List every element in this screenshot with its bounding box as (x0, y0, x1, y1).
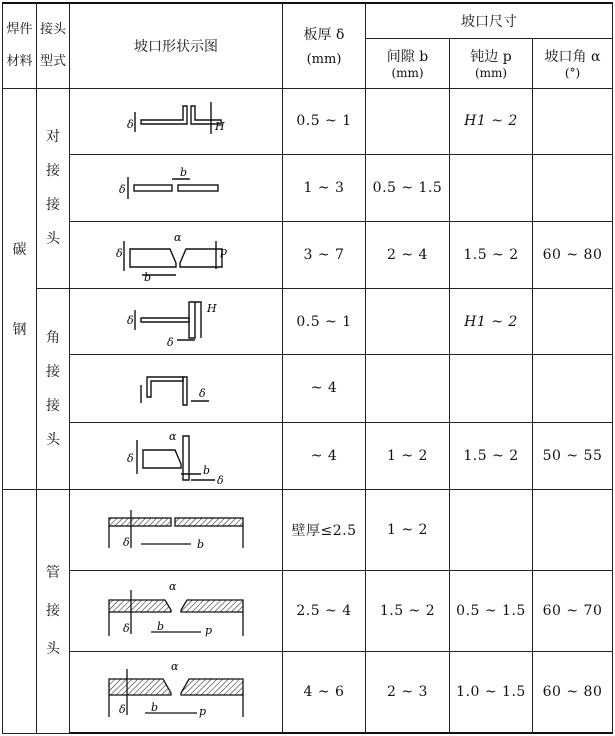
header-gap (366, 38, 450, 88)
root-face-cell: H1 ~ 2 (450, 88, 533, 154)
label-alpha: α (169, 580, 177, 594)
label-b: b (203, 463, 211, 477)
label-alpha: α (171, 660, 179, 674)
diagram-corner-bevel (70, 422, 283, 489)
header-thickness-unit: (mm) (306, 52, 342, 68)
label-b: b (197, 537, 205, 551)
label-delta: δ (199, 387, 206, 401)
root-face-cell: 1.5 ~ 2 (450, 221, 533, 288)
label-p: p (199, 705, 207, 719)
groove-dimension-table (2, 2, 613, 734)
header-root-face-label: 钝边 p (470, 49, 512, 65)
diagram-butt-v (70, 221, 283, 288)
label-H: H (215, 120, 225, 134)
table-row (3, 88, 613, 154)
thickness-cell: 0.5 ~ 1 (283, 289, 366, 355)
material-label-2: 钢 (12, 321, 27, 338)
thickness-cell: 壁厚≤2.5 (283, 489, 366, 570)
header-groove-size: 坡口尺寸 (366, 3, 613, 38)
table-row (3, 355, 613, 422)
root-face-cell: 0.5 ~ 1.5 (450, 570, 533, 651)
material-cell-empty (3, 489, 37, 733)
flanged-butt-diagram (121, 94, 231, 148)
label-delta: δ (167, 335, 174, 349)
pipe-v-diagram (101, 578, 251, 644)
pipe-square-diagram (101, 500, 251, 560)
thickness-cell: ~ 4 (283, 355, 366, 422)
label-p: p (205, 624, 213, 638)
v-groove-diagram (116, 227, 236, 283)
root-face-cell: 1.0 ~ 1.5 (450, 652, 533, 733)
angle-cell (533, 489, 613, 570)
table-row (3, 289, 613, 355)
material-cell (3, 88, 37, 489)
thickness-cell: 0.5 ~ 1 (283, 88, 366, 154)
header-thickness-label: 板厚 δ (303, 27, 345, 44)
angle-cell: 60 ~ 80 (533, 221, 613, 288)
group-butt-char-2: 接 (46, 163, 60, 180)
label-H: H (207, 301, 217, 315)
root-face-cell: 1.5 ~ 2 (450, 422, 533, 489)
corner-square-diagram (121, 363, 231, 413)
label-b: b (144, 271, 152, 283)
gap-cell: 2 ~ 4 (366, 221, 450, 288)
table-row (3, 652, 613, 733)
diagram-butt-flanged (70, 88, 283, 154)
gap-cell: 2 ~ 3 (366, 652, 450, 733)
label-alpha: α (169, 429, 177, 443)
label-delta: δ (127, 313, 134, 327)
thickness-cell: ~ 4 (283, 422, 366, 489)
group-label-corner (37, 289, 70, 490)
root-face-cell: H1 ~ 2 (450, 289, 533, 355)
thickness-cell: 2.5 ~ 4 (283, 570, 366, 651)
header-root-face-unit: (mm) (474, 66, 508, 80)
header-angle (533, 38, 613, 88)
table-row (3, 489, 613, 570)
diagram-corner-square (70, 355, 283, 422)
header-gap-label: 间隙 b (386, 49, 429, 65)
label-b: b (151, 701, 159, 715)
label-delta: δ (127, 118, 134, 132)
corner-bevel-diagram (121, 426, 231, 486)
pipe-v-thick-diagram (101, 659, 251, 725)
group-label-butt (37, 88, 70, 289)
header-material-line1: 焊件 (6, 21, 33, 37)
diagram-pipe-v-thick (70, 652, 283, 733)
square-butt-diagram (116, 163, 236, 213)
gap-cell: 0.5 ~ 1.5 (366, 154, 450, 221)
group-pipe-char-3: 头 (46, 641, 60, 658)
diagram-pipe-square (70, 489, 283, 570)
group-corner-char-4: 头 (46, 431, 60, 448)
header-material (3, 3, 37, 88)
thickness-cell: 1 ~ 3 (283, 154, 366, 221)
corner-flanged-diagram (121, 294, 231, 350)
header-angle-unit: (°) (564, 66, 581, 80)
angle-cell (533, 355, 613, 422)
header-root-face (450, 38, 533, 88)
header-joint-type (37, 3, 70, 88)
angle-cell (533, 289, 613, 355)
thickness-cell: 3 ~ 7 (283, 221, 366, 288)
gap-cell (366, 289, 450, 355)
label-p: p (220, 245, 228, 258)
diagram-butt-square (70, 154, 283, 221)
group-label-pipe (37, 489, 70, 733)
header-gap-unit: (mm) (391, 66, 424, 80)
header-angle-label: 坡口角 α (544, 49, 601, 65)
group-corner-char-2: 接 (46, 363, 60, 380)
header-material-line2: 材料 (6, 53, 33, 69)
label-delta: δ (119, 182, 126, 196)
angle-cell: 50 ~ 55 (533, 422, 613, 489)
diagram-pipe-v (70, 570, 283, 651)
group-pipe-char-2: 接 (46, 603, 60, 620)
angle-cell (533, 88, 613, 154)
table-row (3, 221, 613, 288)
root-face-cell (450, 154, 533, 221)
angle-cell (533, 154, 613, 221)
table-row (3, 422, 613, 489)
group-corner-char-3: 接 (46, 397, 60, 414)
header-thickness (283, 3, 366, 88)
gap-cell: 1 ~ 2 (366, 489, 450, 570)
diagram-corner-flanged (70, 289, 283, 355)
label-alpha: α (174, 231, 182, 244)
material-label-1: 碳 (12, 241, 27, 258)
angle-cell: 60 ~ 70 (533, 570, 613, 651)
header-joint-type-line2: 型式 (39, 53, 66, 69)
group-corner-char-1: 角 (46, 329, 60, 346)
gap-cell: 1 ~ 2 (366, 422, 450, 489)
root-face-cell (450, 489, 533, 570)
gap-cell (366, 355, 450, 422)
label-delta: δ (119, 703, 126, 717)
label-b: b (157, 620, 165, 634)
group-butt-char-3: 接 (46, 197, 60, 214)
label-b: b (180, 165, 188, 179)
group-pipe-char-1: 管 (46, 565, 60, 582)
gap-cell: 1.5 ~ 2 (366, 570, 450, 651)
label-delta: δ (123, 622, 130, 636)
label-delta: δ (127, 451, 134, 465)
angle-cell: 60 ~ 80 (533, 652, 613, 733)
root-face-cell (450, 355, 533, 422)
label-delta: δ (123, 535, 130, 549)
label-delta: δ (116, 247, 123, 260)
header-joint-type-line1: 接头 (39, 21, 66, 37)
group-butt-char-1: 对 (46, 129, 60, 146)
table-row (3, 154, 613, 221)
thickness-cell: 4 ~ 6 (283, 652, 366, 733)
table-row (3, 570, 613, 651)
gap-cell (366, 88, 450, 154)
label-delta: δ (217, 473, 224, 486)
header-shape: 坡口形状示图 (70, 3, 283, 88)
group-butt-char-4: 头 (46, 231, 60, 248)
